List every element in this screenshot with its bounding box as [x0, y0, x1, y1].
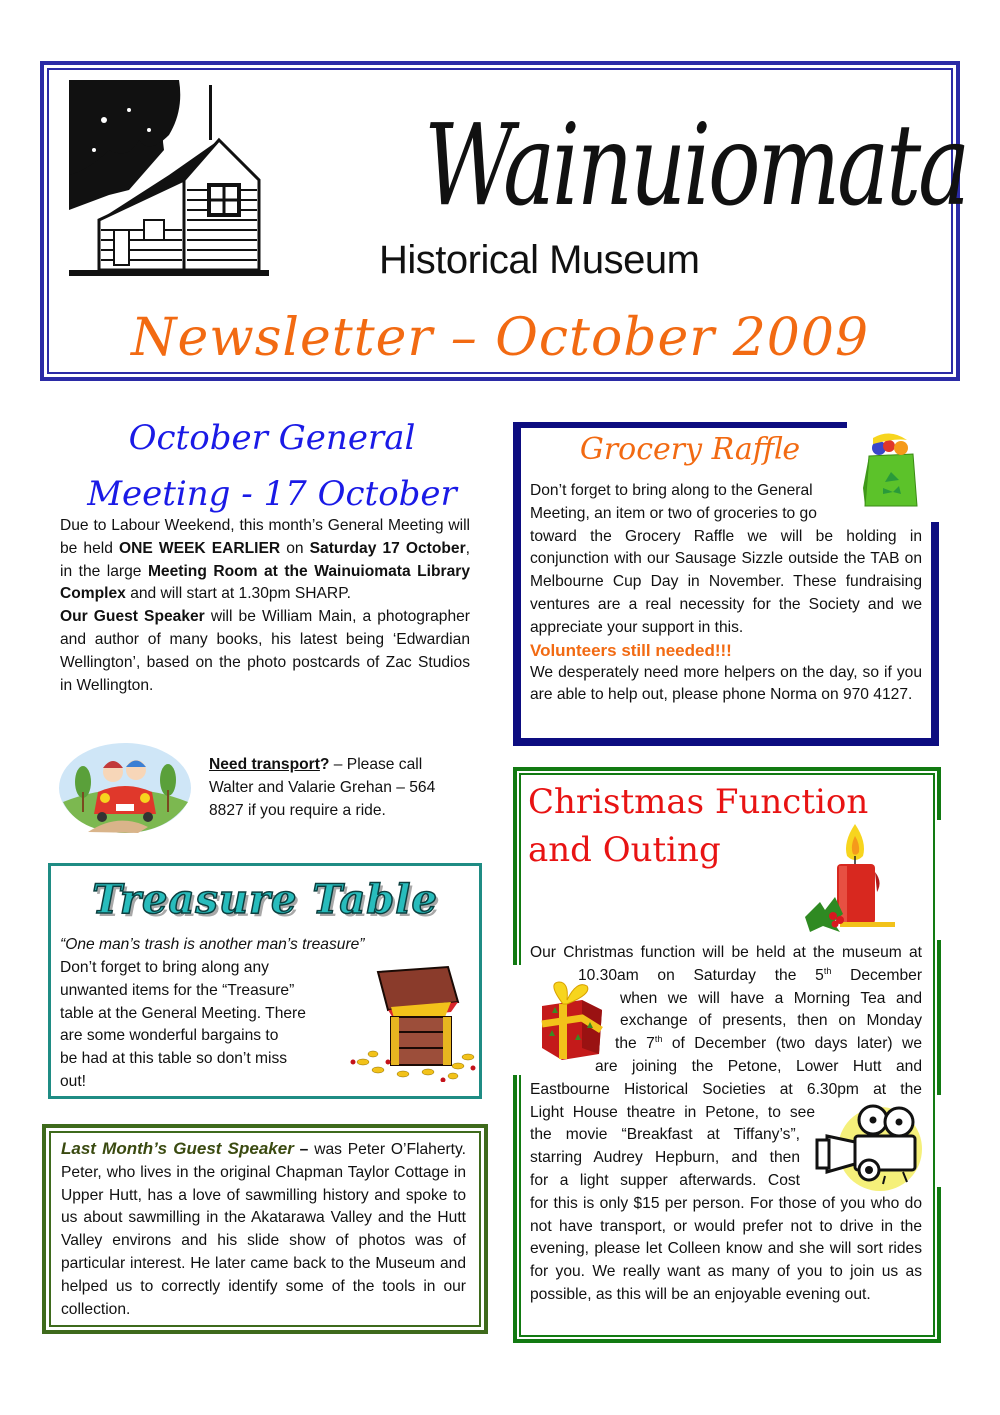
treasure-line: table at the General Meeting. There [60, 1004, 306, 1022]
meeting-body [60, 515, 470, 697]
emphasis: Our Guest Speaker [60, 608, 205, 626]
christmas-title-line1: Christmas Function [528, 782, 869, 822]
text: Due to Labour Weekend, this month’s General Meeting will be held [60, 517, 470, 557]
emphasis: Meeting Room at the Wainuiomata Library Complex [60, 562, 470, 603]
transport-lead: Need transport [209, 756, 320, 773]
frame-gap [508, 965, 522, 1075]
christmas-line: Eastbourne Historical Societies at 6.30pm at the [530, 1080, 922, 1098]
grocery-raffle-title: Grocery Raffle [579, 432, 801, 467]
christmas-line: the movie “Breakfast at Tiffany’s”, [530, 1126, 800, 1144]
logo-script: Wainuiomata [424, 101, 968, 231]
christmas-line: when we will have a Morning Tea and [620, 989, 922, 1007]
grocery-frame-left [513, 422, 521, 746]
text: the 7 [615, 1035, 655, 1053]
christmas-line: Light House theatre in Petone, to see [530, 1103, 815, 1121]
superscript: th [823, 965, 832, 976]
dash: – [293, 1141, 309, 1158]
treasure-line: Don’t forget to bring along any [60, 959, 269, 976]
treasure-table-box [48, 863, 482, 1099]
guest-speaker-body: was Peter O’Flaherty. Peter, who lives in the original Chapman Taylor Cottage in Upper Hutt, has a love of sawmilling history and spoke to us about sawmilling in the Akatarawa Valley and the Hutt Valley environs and his slide show of photos was of particular interest. He later came back to the Museum and helped us to correctly identify some of the tools in our collection. [61, 1141, 466, 1318]
christmas-line: are joining the Petone, Lower Hutt and [595, 1057, 922, 1075]
emphasis: Saturday 17 October [309, 539, 466, 557]
christmas-candle-image [795, 822, 895, 934]
superscript: th [654, 1034, 663, 1044]
christmas-line: Our Christmas function will be held at the museum at [530, 944, 922, 961]
museum-house-illustration [69, 80, 379, 280]
grocery-frame-top [513, 422, 847, 428]
treasure-line: be had at this table so don’t miss [60, 1050, 288, 1068]
emphasis: ONE WEEK EARLIER [118, 539, 281, 557]
text: on [280, 539, 310, 557]
newsletter-title: Newsletter – October 2009 [130, 308, 870, 368]
meeting-title-line1: October General [128, 418, 416, 458]
christmas-line [615, 1033, 922, 1056]
meeting-title [52, 410, 492, 522]
grocery-raffle-body [530, 480, 922, 707]
meeting-paragraph-1 [60, 515, 470, 606]
guest-speaker-text [61, 1138, 466, 1321]
grocery-intro-line: Don’t forget to bring along to the General [530, 482, 813, 499]
meeting-paragraph-2 [60, 606, 470, 697]
christmas-line [578, 965, 922, 988]
christmas-title-line2: and Outing [528, 830, 721, 870]
treasure-body [60, 957, 340, 1094]
grocery-frame-bottom [513, 738, 939, 746]
text: , in the large [60, 539, 471, 580]
treasure-line: unwanted items for the “Treasure” [60, 981, 295, 999]
treasure-title: Treasure Table [92, 876, 438, 923]
treasure-chest-image [333, 962, 483, 1082]
text: will be William Main, a photographer and author of many books, his latest being ‘Edwardian Wellington’, based on the photo postcards of Zac Studios in Wellington. [60, 608, 470, 694]
transport-question-mark: ? [319, 756, 330, 773]
christmas-line: for a light supper afterwards. Cost [530, 1171, 800, 1189]
christmas-line: exchange of presents, then on Monday [620, 1012, 922, 1030]
meeting-title-line2: Meeting - 17 October [87, 474, 457, 514]
transport-text [209, 754, 469, 822]
frame-gap [935, 820, 949, 940]
text: 10.30am on Saturday the 5 [578, 966, 824, 984]
car-cartoon-image [58, 742, 193, 834]
christmas-paragraph-tail: for this is only $15 per person. For those of you who do not have transport, or would prefer not to drive in the evening, please let Colleen know and she will sort rides for you. We really want as many of you to join us as possible, as this will be an enjoyable evening out. [530, 1194, 922, 1303]
guest-speaker-lead: Last Month’s Guest Speaker [61, 1139, 294, 1158]
logo-subtitle: Historical Museum [379, 238, 700, 282]
transport-details: – Please call Walter and Valarie Grehan – 564 8827 if you require a ride. [209, 756, 436, 819]
frame-gap [935, 1095, 949, 1187]
treasure-line: out! [60, 1072, 87, 1090]
grocery-intro-line: Meeting, an item or two of groceries to go [530, 504, 817, 522]
treasure-line: are some wonderful bargains to [60, 1027, 279, 1045]
guest-speaker-box [42, 1124, 488, 1334]
volunteers-heading: Volunteers still needed!!! [530, 640, 732, 660]
text: and will start at 1.30pm SHARP. [125, 585, 351, 603]
text: of December (two days later) we [662, 1035, 922, 1053]
volunteers-text: We desperately need more helpers on the day, so if you are able to help out, please phone Norma on 970 4127. [530, 663, 922, 704]
christmas-line: starring Audrey Hepburn, and then [530, 1149, 800, 1167]
grocery-paragraph: toward the Grocery Raffle we will be holding in conjunction with our Sausage Sizzle outside the TAB on Melbourne Cup Day in November. These fundraising ventures are a real necessity for the Society and we appreciate your support in this. [530, 527, 922, 636]
text: December [831, 966, 923, 984]
christmas-body [530, 942, 922, 1307]
grocery-frame-right [931, 522, 939, 746]
masthead [40, 61, 968, 381]
treasure-quote: “One man’s trash is another man’s treasure” [60, 936, 365, 953]
